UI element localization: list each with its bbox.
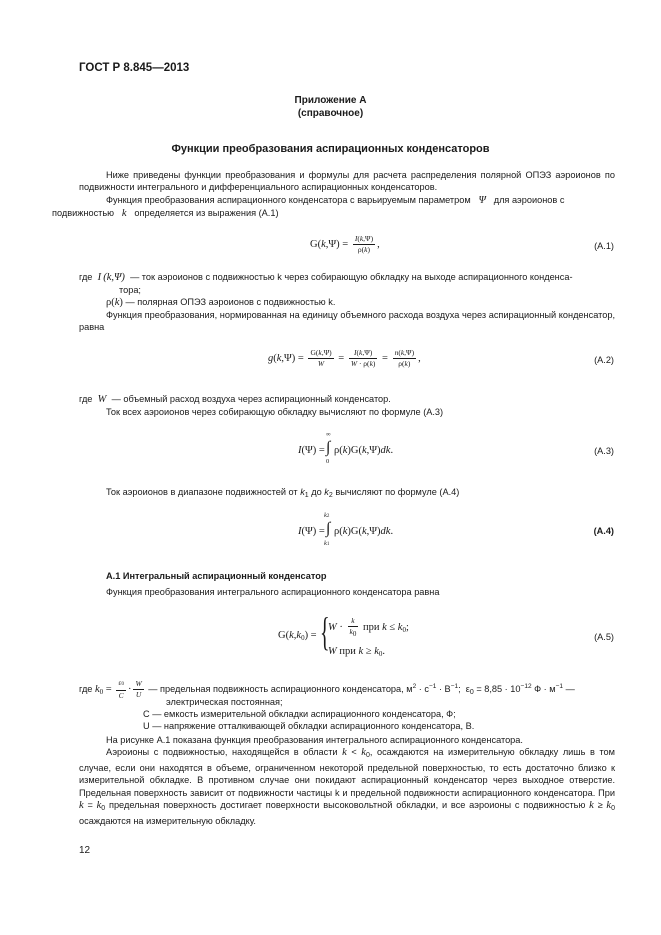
- appendix-heading: [0, 94, 661, 120]
- paragraph-intro: Ниже приведены функции преобразования и формулы для расчета распределения полярной ОПЭЗ аэроионов по подвижности интегрального и дифференциального аспирационных конденсаторов.: [79, 170, 615, 193]
- appendix-subtitle: (справочное): [297, 108, 364, 119]
- paragraph-mobility: Аэроионы с подвижностью, находящейся в области $k < k_0$, осаждаются на измерительную обкладку лишь в том случае, если они находятся в объеме, ограниченном некоторой предельной поверхностью, то есть достаточно близко к измерительной обкладке. В противном случае они покидают аспирационный конденсатор через выходное отверстие. Предельная поверхность зависит от подвижности частицы k и предельной подвижности аспирационного конденсатора. При $k = k_0$ предельная поверхность достигает поверхности высоковольтной обкладки, и все аэроионы с подвижностью $k \ge k_0$ осаждаются на измерительную обкладку.: [79, 747, 615, 827]
- paragraph-figure-ref: На рисунке А.1 показана функция преобразования интегрального аспирационного конденсатора.: [106, 735, 523, 745]
- equation-a4: k2 I(Ψ) = ∫ k1 ρ(k)G(k,Ψ)dk.: [298, 512, 394, 547]
- paragraph-transfer-function: Функция преобразования аспирационного конденсатора с варьируемым параметром Ψ для аэроионов с подвижностью k определяется из выражения (А.1): [52, 195, 565, 220]
- appendix-title: Приложение А: [294, 95, 367, 106]
- subsection-title: А.1 Интегральный аспирационный конденсатор: [106, 571, 327, 581]
- equation-a2: g(k,Ψ) = $\frac{G(k,\Psi)}{W}$ = $\frac{I(k,\Psi)}{W \cdot \rho(k)}$ = $\frac{n(k,\Psi)}{\rho(k)}$ ,: [268, 348, 421, 368]
- paragraph-normalized: Функция преобразования, нормированная на единицу объемного расхода воздуха через аспирационный конденсатор, равна: [79, 310, 615, 333]
- paragraph-integral: Функция преобразования интегрального аспирационного конденсатора равна: [106, 587, 440, 597]
- where-block-3-cont: электрическая постоянная; C — емкость измерительной обкладки аспирационного конденсатора, Ф; U — напряжение отталкивающей обкладки аспирационного конденсатора, В.: [143, 697, 475, 732]
- equation-a1: G(k,Ψ) = $\frac{I(k,\Psi)}{\rho(k)}$ ,: [310, 234, 380, 254]
- equation-a3: ∞ I(Ψ) = ∫ 0 ρ(k)G(k,Ψ)dk.: [298, 431, 394, 465]
- where-block-3: где $k_0$ = $\frac{\varepsilon 0}{C}$ · $\frac{W}{U}$ — предельная подвижность аспирационного конденсатора, $м^2 \cdot с^{-1} \cdot В^{-1}$; $\varepsilon_0 = 8,85 \cdot 10^{-12}$ $Ф \cdot м^{-1}$ —: [79, 678, 575, 700]
- equation-number-a1: (А.1): [594, 241, 614, 251]
- document-id: ГОСТ Р 8.845—2013: [79, 62, 190, 74]
- equation-number-a4: (А.4): [593, 526, 614, 536]
- where-block-2: где W — объемный расход воздуха через аспирационный конденсатор.: [79, 394, 391, 405]
- paragraph-range-current: Ток аэроионов в диапазоне подвижностей от $k_1$ до $k_2$ вычисляют по формуле (А.4): [106, 487, 460, 499]
- page-number: 12: [79, 845, 91, 856]
- paragraph-total-current: Ток всех аэроионов через собирающую обкладку вычисляют по формуле (А.3): [106, 407, 444, 417]
- section-title: Функции преобразования аспирационных конденсаторов: [171, 143, 490, 155]
- equation-number-a5: (А.5): [594, 632, 614, 642]
- where-block-1: где I (k,Ψ) — ток аэроионов с подвижностью k через собирающую обкладку на выходе аспирационного конденса- тора; ρ(k) — полярная ОПЭЗ аэроионов с подвижностью k.: [79, 272, 573, 309]
- equation-number-a2: (А.2): [594, 355, 614, 365]
- equation-number-a3: (А.3): [594, 446, 614, 456]
- equation-a5: $G(k,k_0)$ = { W · $\frac{k}{k0}$ при $k \le k_0$; W при $k \ge k_0$.: [278, 609, 409, 658]
